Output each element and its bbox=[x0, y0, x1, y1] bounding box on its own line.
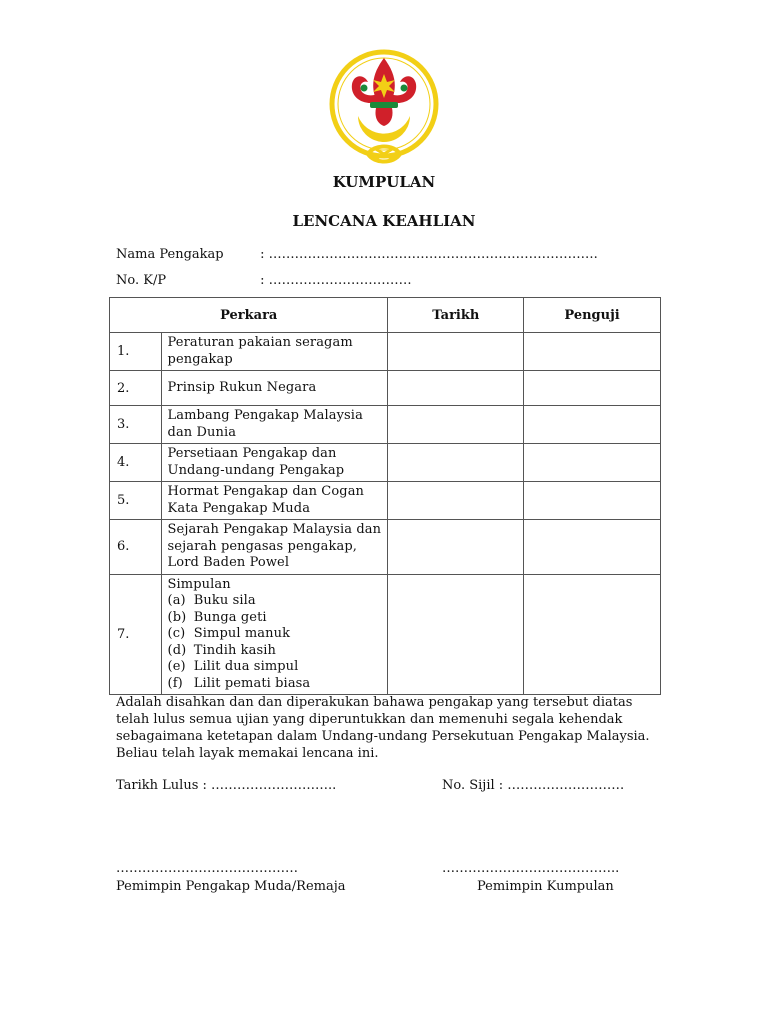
skills-table bbox=[109, 297, 661, 695]
table-row bbox=[110, 444, 661, 482]
examiner-cell bbox=[524, 371, 661, 406]
declaration-text: Adalah disahkan dan dan diperakukan bahawa pengakap yang tersebut diatas telah lulus semua ujian yang diperuntukkan dan memenuhi segala kehendak sebagaimana ketetapan dalam Undang-undang Persekutuan Pengakap Malaysia. Beliau telah layak memakai lencana ini. bbox=[116, 695, 650, 761]
signature-label-right: Pemimpin Kumpulan bbox=[477, 879, 614, 894]
row-item: Lambang Pengakap Malaysia dan Dunia bbox=[161, 406, 388, 444]
signature-label-left: Pemimpin Pengakap Muda/Remaja bbox=[116, 879, 346, 894]
certificate-number-line: No. Sijil : ……………………… bbox=[442, 778, 625, 793]
header-tarikh: Tarikh bbox=[388, 298, 524, 333]
knots-item bbox=[161, 574, 388, 695]
scout-emblem-logo-icon bbox=[328, 44, 440, 172]
date-cell bbox=[388, 444, 524, 482]
id-number-blank: : …………………………… bbox=[260, 273, 412, 288]
date-cell bbox=[388, 406, 524, 444]
table-row bbox=[110, 574, 661, 695]
pass-date-line: Tarikh Lulus : ……………………….. bbox=[116, 778, 337, 793]
scout-name-label: Nama Pengakap bbox=[116, 247, 224, 262]
table-row bbox=[110, 371, 661, 406]
knots-title: Simpulan bbox=[167, 576, 231, 592]
row-number: 6. bbox=[110, 520, 162, 575]
examiner-cell bbox=[524, 520, 661, 575]
examiner-cell bbox=[524, 482, 661, 520]
date-cell bbox=[388, 482, 524, 520]
signature-line-left: …………………………………… bbox=[116, 861, 298, 876]
signature-line-right: ………………………………….. bbox=[442, 861, 620, 876]
date-cell bbox=[388, 333, 524, 371]
row-item: Persetiaan Pengakap dan Undang-undang Pengakap bbox=[161, 444, 388, 482]
row-item: Hormat Pengakap dan Cogan Kata Pengakap Muda bbox=[161, 482, 388, 520]
scout-name-field bbox=[116, 247, 598, 262]
id-number-label: No. K/P bbox=[116, 273, 167, 288]
date-cell bbox=[388, 574, 524, 695]
scout-name-blank: : …………………………………………………………………. bbox=[260, 247, 598, 262]
row-item: Peraturan pakaian seragam pengakap bbox=[161, 333, 388, 371]
table-row bbox=[110, 333, 661, 371]
badge-title: LENCANA KEAHLIAN bbox=[292, 212, 476, 230]
examiner-cell bbox=[524, 406, 661, 444]
examiner-cell bbox=[524, 444, 661, 482]
row-number: 2. bbox=[110, 371, 162, 406]
date-cell bbox=[388, 520, 524, 575]
table-row bbox=[110, 482, 661, 520]
table-row bbox=[110, 406, 661, 444]
id-number-field bbox=[116, 273, 412, 288]
table-header-row bbox=[110, 298, 661, 333]
row-number: 5. bbox=[110, 482, 162, 520]
row-number: 4. bbox=[110, 444, 162, 482]
knot-item: (a) Buku sila bbox=[167, 593, 256, 608]
row-number: 1. bbox=[110, 333, 162, 371]
date-cell bbox=[388, 371, 524, 406]
row-item: Prinsip Rukun Negara bbox=[161, 371, 388, 406]
header-penguji: Penguji bbox=[524, 298, 661, 333]
row-number: 7. bbox=[110, 574, 162, 695]
examiner-cell bbox=[524, 333, 661, 371]
knot-item: (b) Bunga geti bbox=[167, 609, 267, 625]
header-perkara: Perkara bbox=[110, 298, 388, 333]
row-number: 3. bbox=[110, 406, 162, 444]
examiner-cell bbox=[524, 574, 661, 695]
table-row bbox=[110, 520, 661, 575]
knot-item: (c) Simpul manuk bbox=[167, 626, 291, 641]
row-item: Sejarah Pengakap Malaysia dan sejarah pengasas pengakap, Lord Baden Powel bbox=[161, 520, 388, 575]
knot-item: (f) Lilit pemati biasa bbox=[167, 675, 311, 691]
knot-item: (d) Tindih kasih bbox=[167, 642, 276, 658]
group-title: KUMPULAN bbox=[332, 173, 436, 191]
knot-item: (e) Lilit dua simpul bbox=[167, 659, 299, 674]
